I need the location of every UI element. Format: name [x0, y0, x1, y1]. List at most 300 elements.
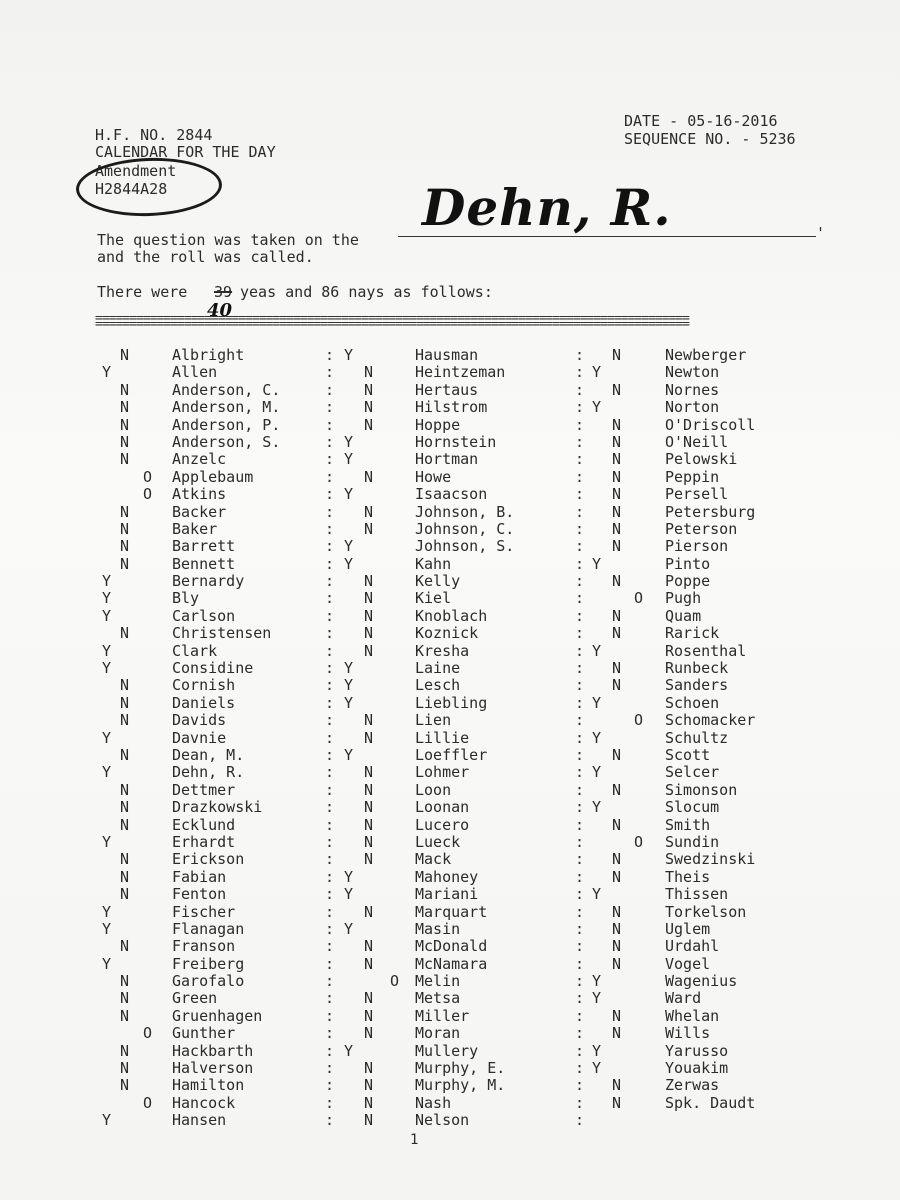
- member-name: Mack: [415, 850, 452, 869]
- member-name: Kiel: [415, 589, 452, 608]
- column-separator: :: [575, 624, 585, 643]
- member-name: Lesch: [415, 676, 461, 695]
- member-name: Smith: [665, 815, 711, 834]
- column-separator: :: [575, 485, 585, 504]
- vote-mark: N: [120, 676, 130, 695]
- vote-mark: N: [612, 659, 622, 678]
- member-name: Slocum: [665, 798, 720, 817]
- vote-mark: N: [120, 711, 130, 730]
- roll-row: [0, 868, 900, 885]
- member-name: Urdahl: [665, 937, 720, 956]
- vote-mark: N: [364, 624, 374, 643]
- vote-mark: Y: [592, 398, 602, 417]
- member-name: Garofalo: [172, 972, 245, 991]
- column-separator: :: [575, 1111, 585, 1130]
- member-name: Laine: [415, 659, 461, 678]
- vote-mark: N: [612, 467, 622, 486]
- vote-mark: Y: [102, 589, 112, 608]
- member-name: Sanders: [665, 676, 729, 695]
- member-name: Lien: [415, 711, 452, 730]
- vote-mark: N: [120, 989, 130, 1008]
- calendar-label: CALENDAR FOR THE DAY: [95, 143, 276, 161]
- column-separator: :: [325, 954, 335, 973]
- member-name: Daniels: [172, 693, 236, 712]
- column-separator: :: [575, 554, 585, 573]
- member-name: Schomacker: [665, 711, 756, 730]
- vote-mark: N: [612, 815, 622, 834]
- member-name: Kresha: [415, 641, 470, 660]
- member-name: Cornish: [172, 676, 236, 695]
- roll-row: [0, 903, 900, 920]
- member-name: Runbeck: [665, 659, 729, 678]
- roll-row: [0, 572, 900, 589]
- roll-row: [0, 989, 900, 1006]
- vote-mark: N: [364, 380, 374, 399]
- member-name: Halverson: [172, 1059, 254, 1078]
- member-name: Wagenius: [665, 972, 738, 991]
- member-name: Anderson, P.: [172, 415, 281, 434]
- member-name: Kelly: [415, 572, 461, 591]
- roll-row: [0, 920, 900, 937]
- vote-mark: N: [364, 1059, 374, 1078]
- vote-mark: N: [364, 711, 374, 730]
- roll-row: [0, 520, 900, 537]
- column-separator: :: [575, 1024, 585, 1043]
- vote-mark: Y: [592, 972, 602, 991]
- roll-row: [0, 833, 900, 850]
- column-separator: :: [575, 380, 585, 399]
- member-name: Carlson: [172, 606, 236, 625]
- column-separator: :: [325, 937, 335, 956]
- member-name: McNamara: [415, 954, 488, 973]
- vote-mark: N: [364, 589, 374, 608]
- tally-struck-number: 39: [214, 283, 233, 301]
- column-separator: :: [575, 885, 585, 904]
- member-name: Scott: [665, 745, 711, 764]
- member-name: Schultz: [665, 728, 729, 747]
- vote-mark: O: [634, 711, 644, 730]
- column-separator: :: [575, 346, 585, 364]
- vote-mark: Y: [102, 606, 112, 625]
- column-separator: :: [575, 572, 585, 591]
- vote-mark: N: [120, 398, 130, 417]
- handwritten-member-name: Dehn, R.: [422, 178, 672, 237]
- roll-row: [0, 798, 900, 815]
- vote-mark: Y: [344, 346, 354, 364]
- member-name: O'Neill: [665, 432, 729, 451]
- roll-row: [0, 885, 900, 902]
- member-name: Murphy, E.: [415, 1059, 506, 1078]
- hf-number: H.F. NO. 2844: [95, 126, 213, 144]
- roll-row: [0, 1111, 900, 1128]
- vote-mark: Y: [592, 989, 602, 1008]
- column-separator: :: [325, 502, 335, 521]
- column-separator: :: [575, 676, 585, 695]
- column-separator: :: [575, 850, 585, 869]
- column-separator: :: [325, 798, 335, 817]
- vote-mark: Y: [102, 1111, 112, 1130]
- roll-row: [0, 450, 900, 467]
- member-name: Gruenhagen: [172, 1006, 263, 1025]
- column-separator: :: [325, 902, 335, 921]
- member-name: Miller: [415, 1006, 470, 1025]
- column-separator: :: [325, 1006, 335, 1025]
- vote-mark: N: [364, 832, 374, 851]
- vote-mark: N: [120, 554, 130, 573]
- column-separator: :: [325, 346, 335, 364]
- member-name: Hamilton: [172, 1076, 245, 1095]
- vote-mark: N: [612, 606, 622, 625]
- column-separator: :: [325, 919, 335, 938]
- page-number: 1: [410, 1132, 419, 1148]
- column-separator: :: [325, 398, 335, 417]
- roll-row: [0, 676, 900, 693]
- column-separator: :: [575, 1041, 585, 1060]
- vote-mark: Y: [344, 659, 354, 678]
- column-separator: :: [575, 641, 585, 660]
- member-name: Johnson, B.: [415, 502, 515, 521]
- member-name: Persell: [665, 485, 729, 504]
- member-name: Knoblach: [415, 606, 488, 625]
- member-name: Poppe: [665, 572, 711, 591]
- vote-mark: N: [364, 519, 374, 538]
- member-name: Howe: [415, 467, 452, 486]
- column-separator: :: [325, 745, 335, 764]
- vote-mark: N: [364, 398, 374, 417]
- member-name: Bennett: [172, 554, 236, 573]
- member-name: Hansen: [172, 1111, 227, 1130]
- member-name: Baker: [172, 519, 218, 538]
- member-name: Gunther: [172, 1024, 236, 1043]
- vote-mark: N: [612, 1093, 622, 1112]
- vote-mark: Y: [592, 693, 602, 712]
- member-name: Uglem: [665, 919, 711, 938]
- member-name: Nelson: [415, 1111, 470, 1130]
- column-separator: :: [325, 641, 335, 660]
- column-separator: :: [325, 554, 335, 573]
- roll-row: [0, 1042, 900, 1059]
- member-name: Youakim: [665, 1059, 729, 1078]
- vote-mark: O: [634, 589, 644, 608]
- vote-mark: Y: [592, 728, 602, 747]
- vote-mark: Y: [344, 919, 354, 938]
- column-separator: :: [325, 1059, 335, 1078]
- column-separator: :: [325, 519, 335, 538]
- column-separator: :: [575, 450, 585, 469]
- member-name: Isaacson: [415, 485, 488, 504]
- vote-mark: N: [120, 885, 130, 904]
- vote-mark: N: [364, 989, 374, 1008]
- member-name: Mahoney: [415, 867, 479, 886]
- column-separator: :: [325, 380, 335, 399]
- column-separator: :: [325, 1076, 335, 1095]
- member-name: Hausman: [415, 346, 479, 364]
- roll-row: [0, 624, 900, 641]
- column-separator: :: [325, 763, 335, 782]
- member-name: Fischer: [172, 902, 236, 921]
- vote-mark: N: [612, 380, 622, 399]
- member-name: Peterson: [665, 519, 738, 538]
- vote-mark: Y: [102, 572, 112, 591]
- member-name: Moran: [415, 1024, 461, 1043]
- column-separator: :: [325, 624, 335, 643]
- member-name: Hoppe: [415, 415, 461, 434]
- vote-mark: N: [612, 450, 622, 469]
- roll-row: [0, 816, 900, 833]
- member-name: Yarusso: [665, 1041, 729, 1060]
- column-separator: :: [325, 467, 335, 486]
- vote-mark: N: [120, 798, 130, 817]
- member-name: Lucero: [415, 815, 470, 834]
- vote-mark: N: [612, 1076, 622, 1095]
- vote-mark: N: [612, 537, 622, 556]
- column-separator: :: [325, 676, 335, 695]
- amendment-label: Amendment: [95, 162, 177, 180]
- member-name: Loon: [415, 780, 452, 799]
- column-separator: :: [575, 432, 585, 451]
- column-separator: :: [325, 972, 335, 991]
- vote-mark: Y: [592, 554, 602, 573]
- vote-mark: Y: [102, 763, 112, 782]
- roll-row: [0, 363, 900, 380]
- vote-mark: N: [120, 346, 130, 364]
- column-separator: :: [575, 798, 585, 817]
- column-separator: :: [325, 589, 335, 608]
- column-separator: :: [325, 1024, 335, 1043]
- vote-mark: Y: [102, 659, 112, 678]
- vote-mark: N: [364, 1076, 374, 1095]
- vote-mark: N: [120, 624, 130, 643]
- column-separator: :: [325, 415, 335, 434]
- column-separator: :: [325, 867, 335, 886]
- column-separator: :: [325, 850, 335, 869]
- vote-mark: N: [364, 641, 374, 660]
- column-separator: :: [575, 693, 585, 712]
- member-name: Theis: [665, 867, 711, 886]
- vote-mark: N: [120, 380, 130, 399]
- vote-mark: N: [120, 1041, 130, 1060]
- column-separator: :: [575, 815, 585, 834]
- member-name: Selcer: [665, 763, 720, 782]
- roll-row: [0, 937, 900, 954]
- member-name: Ecklund: [172, 815, 236, 834]
- vote-mark: N: [364, 1093, 374, 1112]
- vote-mark: Y: [344, 1041, 354, 1060]
- member-name: Bernardy: [172, 572, 245, 591]
- column-separator: :: [575, 832, 585, 851]
- column-separator: :: [575, 711, 585, 730]
- member-name: Metsa: [415, 989, 461, 1008]
- roll-row: [0, 433, 900, 450]
- vote-mark: Y: [592, 1059, 602, 1078]
- member-name: Nornes: [665, 380, 720, 399]
- member-name: Anderson, C.: [172, 380, 281, 399]
- roll-row: [0, 659, 900, 676]
- vote-mark: Y: [344, 676, 354, 695]
- roll-row: [0, 503, 900, 520]
- vote-mark: N: [612, 745, 622, 764]
- column-separator: :: [325, 885, 335, 904]
- member-name: Loonan: [415, 798, 470, 817]
- vote-mark: O: [390, 972, 400, 991]
- roll-row: [0, 1094, 900, 1111]
- vote-mark: Y: [592, 363, 602, 382]
- vote-mark: O: [143, 1093, 153, 1112]
- column-separator: :: [575, 745, 585, 764]
- column-separator: :: [575, 937, 585, 956]
- member-name: Johnson, S.: [415, 537, 515, 556]
- roll-call-table: [0, 346, 900, 1129]
- roll-row: [0, 1076, 900, 1093]
- roll-row: [0, 468, 900, 485]
- vote-mark: N: [612, 850, 622, 869]
- member-name: Davnie: [172, 728, 227, 747]
- roll-row: [0, 607, 900, 624]
- member-name: Erhardt: [172, 832, 236, 851]
- vote-mark: Y: [592, 1041, 602, 1060]
- vote-mark: Y: [102, 902, 112, 921]
- member-name: Dettmer: [172, 780, 236, 799]
- member-name: Pugh: [665, 589, 702, 608]
- member-name: Rarick: [665, 624, 720, 643]
- member-name: Hancock: [172, 1093, 236, 1112]
- member-name: Masin: [415, 919, 461, 938]
- column-separator: :: [575, 398, 585, 417]
- member-name: Swedzinski: [665, 850, 756, 869]
- member-name: Kahn: [415, 554, 452, 573]
- member-name: Flanagan: [172, 919, 245, 938]
- member-name: Backer: [172, 502, 227, 521]
- roll-row: [0, 781, 900, 798]
- member-name: Newberger: [665, 346, 747, 364]
- member-name: O'Driscoll: [665, 415, 756, 434]
- member-name: Hertaus: [415, 380, 479, 399]
- date-label: DATE - 05-16-2016: [624, 112, 778, 130]
- vote-mark: N: [612, 415, 622, 434]
- vote-mark: Y: [344, 554, 354, 573]
- member-name: Lillie: [415, 728, 470, 747]
- question-line-2: and the roll was called.: [97, 248, 314, 266]
- roll-row: [0, 1059, 900, 1076]
- member-name: Murphy, M.: [415, 1076, 506, 1095]
- member-name: Albright: [172, 346, 245, 364]
- column-separator: :: [325, 1093, 335, 1112]
- vote-mark: N: [612, 502, 622, 521]
- roll-row: [0, 711, 900, 728]
- roll-row: [0, 1007, 900, 1024]
- roll-row: [0, 746, 900, 763]
- member-name: Norton: [665, 398, 720, 417]
- vote-mark: Y: [592, 763, 602, 782]
- member-name: Rosenthal: [665, 641, 747, 660]
- column-separator: :: [575, 589, 585, 608]
- member-name: Barrett: [172, 537, 236, 556]
- column-separator: :: [325, 989, 335, 1008]
- vote-mark: O: [143, 467, 153, 486]
- member-name: Hornstein: [415, 432, 497, 451]
- column-separator: :: [325, 432, 335, 451]
- amendment-code: H2844A28: [95, 180, 168, 198]
- vote-mark: N: [612, 676, 622, 695]
- sequence-label: SEQUENCE NO. - 5236: [624, 130, 796, 148]
- vote-mark: N: [120, 1006, 130, 1025]
- vote-mark: N: [364, 763, 374, 782]
- member-name: Schoen: [665, 693, 720, 712]
- roll-row: [0, 1024, 900, 1041]
- vote-mark: N: [120, 519, 130, 538]
- column-separator: :: [575, 867, 585, 886]
- column-separator: :: [575, 537, 585, 556]
- vote-mark: N: [612, 937, 622, 956]
- roll-row: [0, 850, 900, 867]
- column-separator: :: [325, 1041, 335, 1060]
- vote-mark: N: [612, 485, 622, 504]
- member-name: Peppin: [665, 467, 720, 486]
- vote-mark: O: [143, 485, 153, 504]
- member-name: Koznick: [415, 624, 479, 643]
- vote-mark: N: [120, 937, 130, 956]
- member-name: Lueck: [415, 832, 461, 851]
- member-name: Hortman: [415, 450, 479, 469]
- member-name: Clark: [172, 641, 218, 660]
- roll-row: [0, 346, 900, 363]
- vote-mark: N: [364, 728, 374, 747]
- member-name: Whelan: [665, 1006, 720, 1025]
- column-separator: :: [575, 1093, 585, 1112]
- roll-row: [0, 955, 900, 972]
- member-name: Johnson, C.: [415, 519, 515, 538]
- vote-mark: N: [364, 415, 374, 434]
- vote-mark: N: [612, 1024, 622, 1043]
- column-separator: :: [575, 763, 585, 782]
- vote-mark: N: [120, 780, 130, 799]
- member-name: Considine: [172, 659, 254, 678]
- column-separator: :: [325, 832, 335, 851]
- column-separator: :: [325, 728, 335, 747]
- vote-mark: Y: [102, 641, 112, 660]
- member-name: Allen: [172, 363, 218, 382]
- roll-row: [0, 555, 900, 572]
- vote-mark: N: [364, 502, 374, 521]
- vote-mark: Y: [344, 745, 354, 764]
- column-separator: :: [575, 415, 585, 434]
- vote-mark: Y: [592, 798, 602, 817]
- roll-row: [0, 729, 900, 746]
- vote-mark: Y: [102, 363, 112, 382]
- vote-mark: N: [612, 780, 622, 799]
- signature-line: [398, 236, 816, 237]
- column-separator: :: [575, 972, 585, 991]
- vote-mark: N: [120, 1059, 130, 1078]
- member-name: Wills: [665, 1024, 711, 1043]
- member-name: Quam: [665, 606, 702, 625]
- vote-mark: N: [364, 606, 374, 625]
- vote-mark: N: [120, 537, 130, 556]
- vote-mark: N: [364, 954, 374, 973]
- member-name: Melin: [415, 972, 461, 991]
- vote-mark: N: [612, 902, 622, 921]
- member-name: Liebling: [415, 693, 488, 712]
- column-separator: :: [575, 902, 585, 921]
- vote-mark: N: [364, 850, 374, 869]
- roll-row: [0, 485, 900, 502]
- column-separator: :: [575, 606, 585, 625]
- vote-mark: Y: [592, 885, 602, 904]
- vote-mark: O: [634, 832, 644, 851]
- vote-mark: N: [612, 867, 622, 886]
- vote-mark: Y: [344, 432, 354, 451]
- roll-row: [0, 694, 900, 711]
